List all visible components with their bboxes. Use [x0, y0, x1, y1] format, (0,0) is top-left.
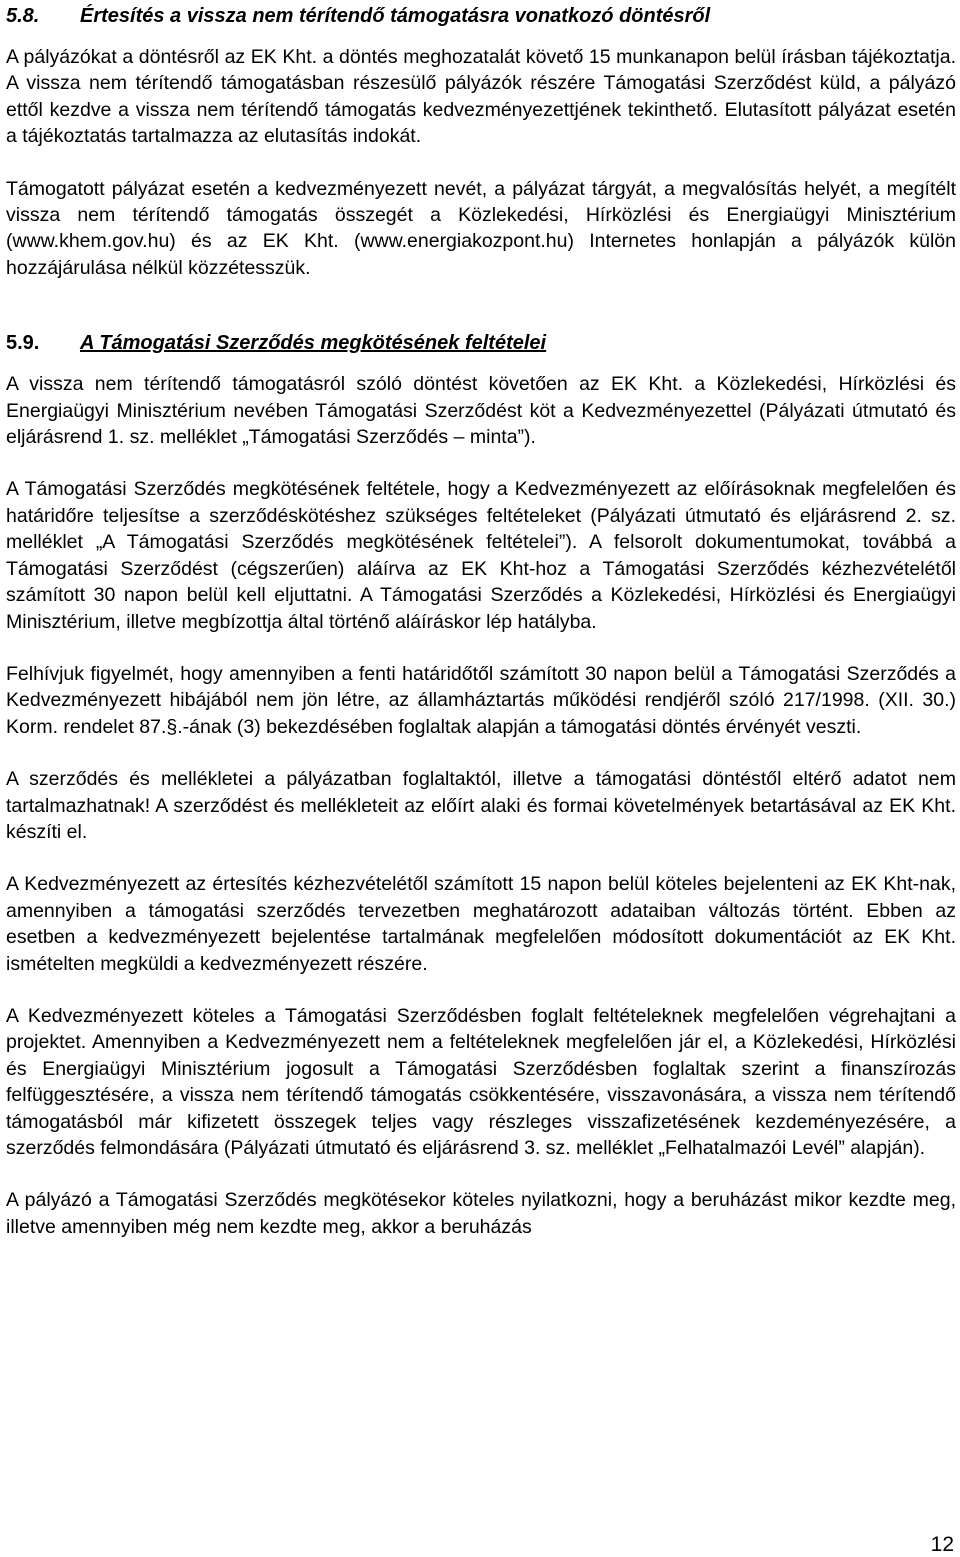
page-number: 12: [930, 1533, 954, 1556]
paragraph: A szerződés és mellékletei a pályázatban foglaltaktól, illetve a támogatási döntéstől eltérő adatot nem tartalmazhatnak! A szerződést és mellékleteit az előírt alaki és formai követelmények betartásával az EK Kht. készíti el.: [6, 768, 956, 843]
paragraph: A Támogatási Szerződés megkötésének feltétele, hogy a Kedvezményezett az előírásoknak megfelelően és határidőre teljesítse a szerződéskötéshez szükséges feltételeket (Pályázati útmutató és eljárásrend 2. sz. melléklet „A Támogatási Szerződés megkötésének feltételei”). A felsorolt dokumentumokat, továbbá a Támogatási Szerződést (cégszerűen) aláírva az EK Kht-hoz a Támogatási Szerződés kézhezvételétől számított 30 napon belül kell eljuttatni. A Támogatási Szerződés a Közlekedési, Hírközlési és Energiaügyi Minisztérium, illetve megbízottja által történő aláíráskor lép hatályba.: [6, 478, 956, 633]
section-number: 5.9.: [6, 332, 40, 355]
paragraph: A vissza nem térítendő támogatásról szóló döntést követően az EK Kht. a Közlekedési, Hírközlési és Energiaügyi Minisztérium nevében Támogatási Szerződést köt a Kedvezményezettel (Pályázati útmutató és eljárásrend 1. sz. melléklet „Támogatási Szerződés – minta”).: [6, 373, 956, 449]
section-title: Értesítés a vissza nem térítendő támogatásra vonatkozó döntésről: [80, 5, 711, 27]
section-heading-5-9: [6, 329, 956, 357]
section-title: A Támogatási Szerződés megkötésének feltételei: [80, 332, 547, 355]
paragraph: A Kedvezményezett az értesítés kézhezvételétől számított 15 napon belül köteles bejelenteni az EK Kht-nak, amennyiben a támogatási szerződés tervezetben meghatározott adataiban változás történt. Ebben az esetben a kedvezményezett bejelentése tartalmának megfelelően módosított dokumentációt az EK Kht. ismételten megküldi a kedvezményezett részére.: [6, 873, 956, 975]
paragraph: A pályázó a Támogatási Szerződés megkötésekor köteles nyilatkozni, hogy a beruházást mikor kezdte meg, illetve amennyiben még nem kezdte meg, akkor a beruházás: [6, 1189, 956, 1238]
section-number: 5.8.: [6, 5, 40, 27]
paragraph: A Kedvezményezett köteles a Támogatási Szerződésben foglalt feltételeknek megfelelően végrehajtani a projektet. Amennyiben a Kedvezményezett nem a feltételeknek megfelelően jár el, a Közlekedési, Hírközlési és Energiaügyi Minisztérium jogosult a Támogatási Szerződésben foglaltak szerint a finanszírozás felfüggesztésére, a vissza nem térítendő támogatás csökkentésére, visszavonására, a vissza nem térítendő támogatásból már kifizetett összegek teljes vagy részleges visszafizetésének kezdeményezésére, a szerződés felmondására (Pályázati útmutató és eljárásrend 3. sz. melléklet „Felhatalmazói Levél” alapján).: [6, 1004, 956, 1159]
document-page: [6, 2, 956, 1240]
paragraph: A pályázókat a döntésről az EK Kht. a döntés meghozatalát követő 15 munkanapon belül írásban tájékoztatja. A vissza nem térítendő támogatásban részesülő pályázók részére Támogatási Szerződést küld, a pályázó ettől kezdve a vissza nem térítendő támogatás kedvezményezettjének tekinthető. Elutasított pályázat esetén a tájékoztatás tartalmazza az elutasítás indokát.: [6, 46, 956, 148]
paragraph: Felhívjuk figyelmét, hogy amennyiben a fenti határidőtől számított 30 napon belül a Támogatási Szerződés a Kedvezményezett hibájából nem jön létre, az államháztartás működési rendjéről szóló 217/1998. (XII. 30.) Korm. rendelet 87.§.-ának (3) bekezdésében foglaltak alapján a támogatási döntés érvényét veszti.: [6, 662, 956, 738]
paragraph: Támogatott pályázat esetén a kedvezményezett nevét, a pályázat tárgyát, a megvalósítás helyét, a megítélt vissza nem térítendő támogatás összegét a Közlekedési, Hírközlési és Energiaügyi Minisztérium (www.khem.gov.hu) és az EK Kht. (www.energiakozpont.hu) Internetes honlapján a pályázók külön hozzájárulása nélkül közzétesszük.: [6, 177, 956, 279]
section-heading-5-8: [6, 2, 956, 30]
